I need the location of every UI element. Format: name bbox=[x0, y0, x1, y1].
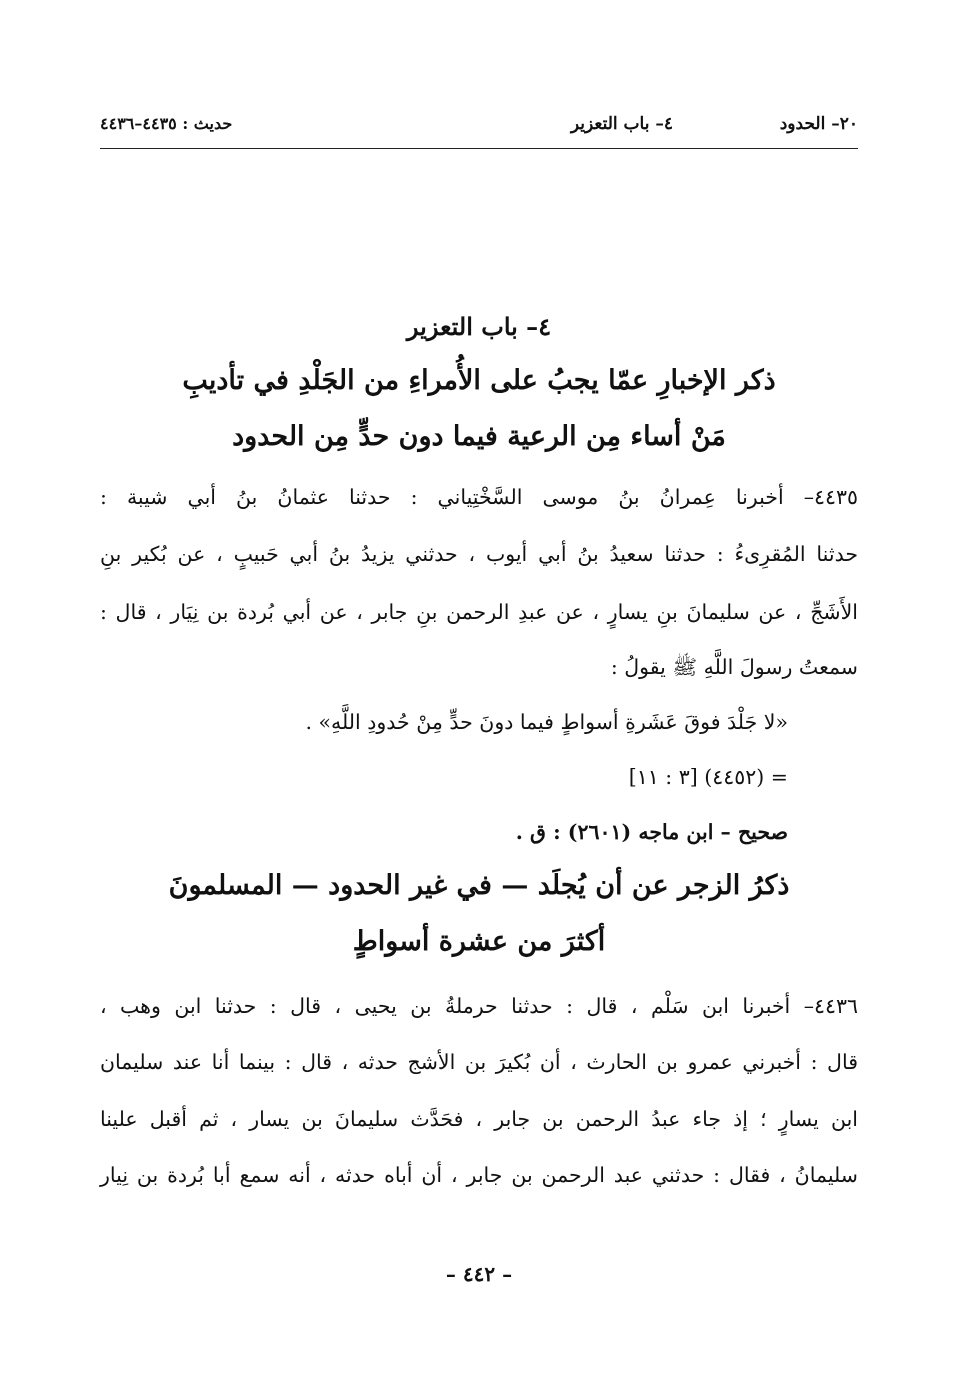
header-chapter: ٢٠– الحدود bbox=[779, 114, 858, 134]
section2-title-line2: أكثرَ من عشرة أسواطٍ bbox=[352, 926, 606, 957]
hadith1-line: الأَشَجِّ ، عن سليمانَ بنِ يسارٍ ، عن عبدِ الرحمن بنِ جابر ، عن أبي بُردة بن نِيَار ، قال : bbox=[100, 600, 858, 624]
page-number: – ٤٤٢ – bbox=[445, 1262, 513, 1286]
hadith1-line: سمعتُ رسولَ اللَّهِ ﷺ يقولُ : bbox=[610, 655, 858, 679]
hadith2-line: ٤٤٣٦– أخبرنا ابن سَلْم ، قال : حدثنا حرملةُ بن يحيى ، قال : حدثنا ابن وهب ، bbox=[100, 994, 858, 1018]
hadith1-grade: صحيح – ابن ماجه (٢٦٠١) : ق . bbox=[515, 820, 788, 844]
hadith1-line: حدثنا المُقرِىءُ : حدثنا سعيدُ بنُ أبي أيوب ، حدثني يزيدُ بنُ أبي حَبيبٍ ، عن بُكير بنِ bbox=[100, 542, 858, 566]
section1-title-line1: ذكر الإخبارِ عمّا يجبُ على الأُمراءِ من الجَلْدِ في تأديبِ bbox=[182, 365, 776, 396]
section1-title-line2: مَنْ أساء مِن الرعية فيما دون حدٍّ مِن الحدود bbox=[232, 421, 726, 452]
header-hadith-range: حديث : ٤٤٣٥–٤٤٣٦ bbox=[100, 114, 233, 133]
header-bab: ٤– باب التعزير bbox=[570, 114, 673, 134]
hadith1-quote: «لا جَلْدَ فوقَ عَشَرةِ أسواطٍ فيما دونَ حدٍّ مِنْ حُدودِ اللَّهِ» . bbox=[305, 710, 788, 734]
hadith2-line: قال : أخبرني عمرو بن الحارث ، أن بُكيرَ بن الأشج حدثه ، قال : بينما أنا عند سليمان bbox=[100, 1050, 858, 1074]
hadith2-line: ابن يسارٍ ؛ إذ جاء عبدُ الرحمن بن جابر ، فحَدَّث سليمانَ بن يسار ، ثم أقبل علينا bbox=[100, 1107, 858, 1131]
hadith1-line: ٤٤٣٥– أخبرنا عِمرانُ بنُ موسى السَّخْتِياني : حدثنا عثمانُ بنُ أبي شيبة : bbox=[100, 485, 858, 509]
hadith2-line: سليمانُ ، فقال : حدثني عبد الرحمن بن جابر ، أن أباه حدثه ، أنه سمع أبا بُردة بن نِيار bbox=[100, 1163, 858, 1187]
bab-title: ٤– باب التعزير bbox=[406, 312, 552, 341]
page-header bbox=[100, 108, 858, 149]
hadith1-reference: = (٤٤٥٢) [٣ : ١١] bbox=[628, 765, 788, 789]
section2-title-line1: ذكرُ الزجر عن أن يُجلَد — في غير الحدود — المسلمونَ bbox=[168, 870, 790, 901]
